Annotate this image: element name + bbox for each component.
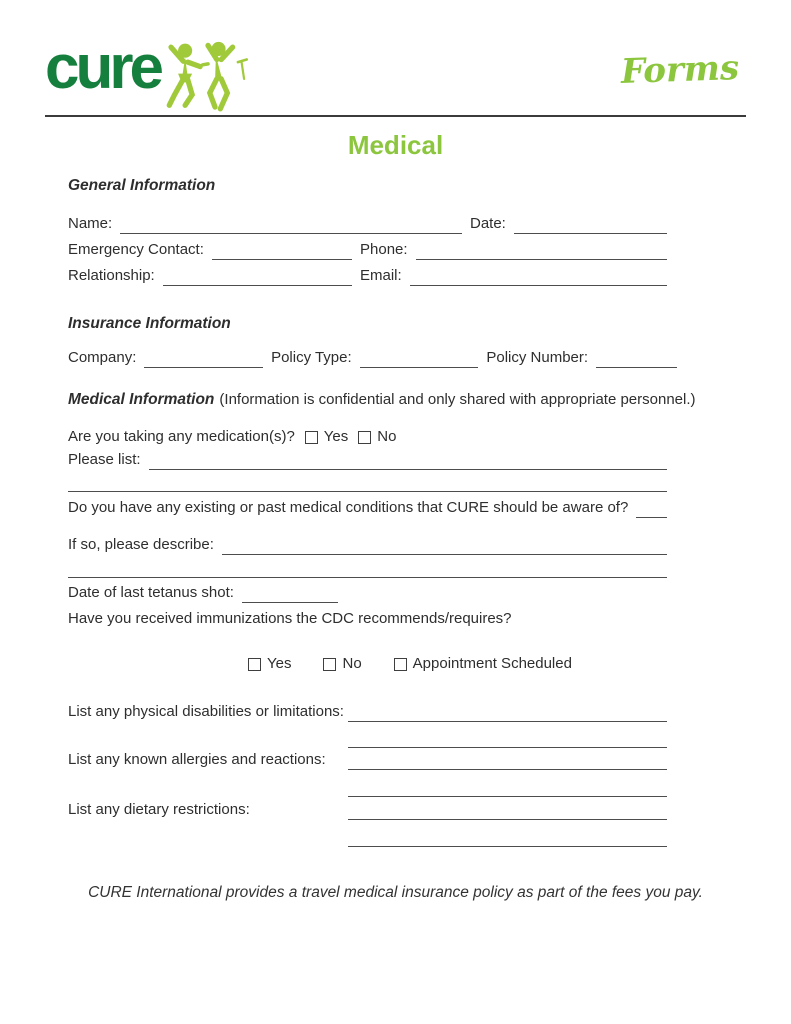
dietary-input-line-2[interactable] [348,828,667,847]
allergies-extra-row [68,775,667,797]
medication-question-row [68,425,667,447]
immunization-no-option[interactable] [323,654,361,674]
page-title: Medical [347,130,444,160]
general-information-heading-row [68,174,667,196]
policy-number-input-line[interactable] [596,349,677,368]
header-divider [45,115,746,117]
allergies-input-line-2[interactable] [348,778,667,797]
insurance-fields-row [68,346,677,368]
dietary-row [68,798,667,820]
insurance-information-heading: Insurance Information [68,315,231,332]
describe-row [68,533,667,555]
medication-yes-label: Yes [323,428,349,445]
immunization-appointment-option[interactable] [394,654,572,674]
tetanus-row [68,581,667,603]
describe-input-line-2[interactable] [68,559,667,578]
dietary-extra-row [68,825,667,847]
emergency-contact-label: Emergency Contact: [68,241,204,258]
immunization-yes-checkbox[interactable] [248,658,261,671]
medication-yes-checkbox[interactable] [305,431,318,444]
medication-list-extra-row [68,470,667,492]
insurance-information-heading-row [68,312,667,334]
allergies-label: List any known allergies and reactions: [68,751,326,768]
please-list-row [68,448,667,470]
general-information-heading: General Information [68,177,216,194]
medical-information-heading: Medical Information [68,391,215,408]
email-label: Email: [360,267,402,284]
medication-no-checkbox[interactable] [358,431,371,444]
confidentiality-note: (Information is confidential and only shared with appropriate personnel.) [219,391,696,408]
dietary-input-line[interactable] [348,801,667,820]
phone-input-line[interactable] [416,241,667,260]
company-label: Company: [68,349,137,366]
immunization-appointment-checkbox[interactable] [394,658,407,671]
emergency-contact-input-line[interactable] [212,241,352,260]
please-list-label: Please list: [68,451,141,468]
immunization-yes-option[interactable] [248,654,291,674]
date-input-line[interactable] [514,215,667,234]
name-input-line[interactable] [120,215,462,234]
immunization-no-label: No [342,655,362,672]
medication-list-input-line[interactable] [149,451,667,470]
tetanus-date-input-line[interactable] [242,584,338,603]
describe-input-line[interactable] [222,536,667,555]
disabilities-label: List any physical disabilities or limitations: [68,703,344,720]
medical-information-heading-row [68,388,696,410]
immunization-question: Have you received immunizations the CDC recommends/requires? [68,610,512,627]
medication-list-input-line-2[interactable] [68,473,667,492]
immunization-question-row [68,607,667,629]
footer-note: CURE International provides a travel medical insurance policy as part of the fees you pay. [88,884,703,901]
immunization-appointment-label: Appointment Scheduled [412,655,572,672]
company-input-line[interactable] [144,349,263,368]
immunization-options-row [68,652,667,674]
disabilities-row [68,700,667,722]
relationship-input-line[interactable] [163,267,352,286]
conditions-question: Do you have any existing or past medical conditions that CURE should be aware of? [68,499,629,516]
emergency-phone-row [68,238,667,260]
immunization-no-checkbox[interactable] [323,658,336,671]
medication-no-label: No [377,428,397,445]
disabilities-extra-row [68,726,667,748]
date-label: Date: [470,215,506,232]
policy-type-label: Policy Type: [271,349,352,366]
allergies-input-line[interactable] [348,751,667,770]
conditions-answer-input-line[interactable] [636,499,667,518]
medication-question: Are you taking any medication(s)? [68,428,295,445]
name-label: Name: [68,215,113,232]
name-date-row [68,212,667,234]
policy-number-label: Policy Number: [486,349,589,366]
jumping-children-icon [164,40,252,116]
forms-wordmark: Forms [620,47,740,93]
relationship-email-row [68,264,667,286]
email-input-line[interactable] [410,267,667,286]
allergies-row [68,748,667,770]
immunization-yes-label: Yes [267,655,292,672]
describe-extra-row [68,556,667,578]
conditions-question-row [68,496,667,518]
disabilities-input-line-2[interactable] [348,729,667,748]
disabilities-input-line[interactable] [348,703,667,722]
dietary-label: List any dietary restrictions: [68,801,250,818]
relationship-label: Relationship: [68,267,155,284]
describe-label: If so, please describe: [68,536,214,553]
tetanus-label: Date of last tetanus shot: [68,584,234,601]
cure-logo [45,33,252,116]
phone-label: Phone: [360,241,408,258]
cure-logo-text: cure [45,33,160,102]
policy-type-input-line[interactable] [360,349,479,368]
